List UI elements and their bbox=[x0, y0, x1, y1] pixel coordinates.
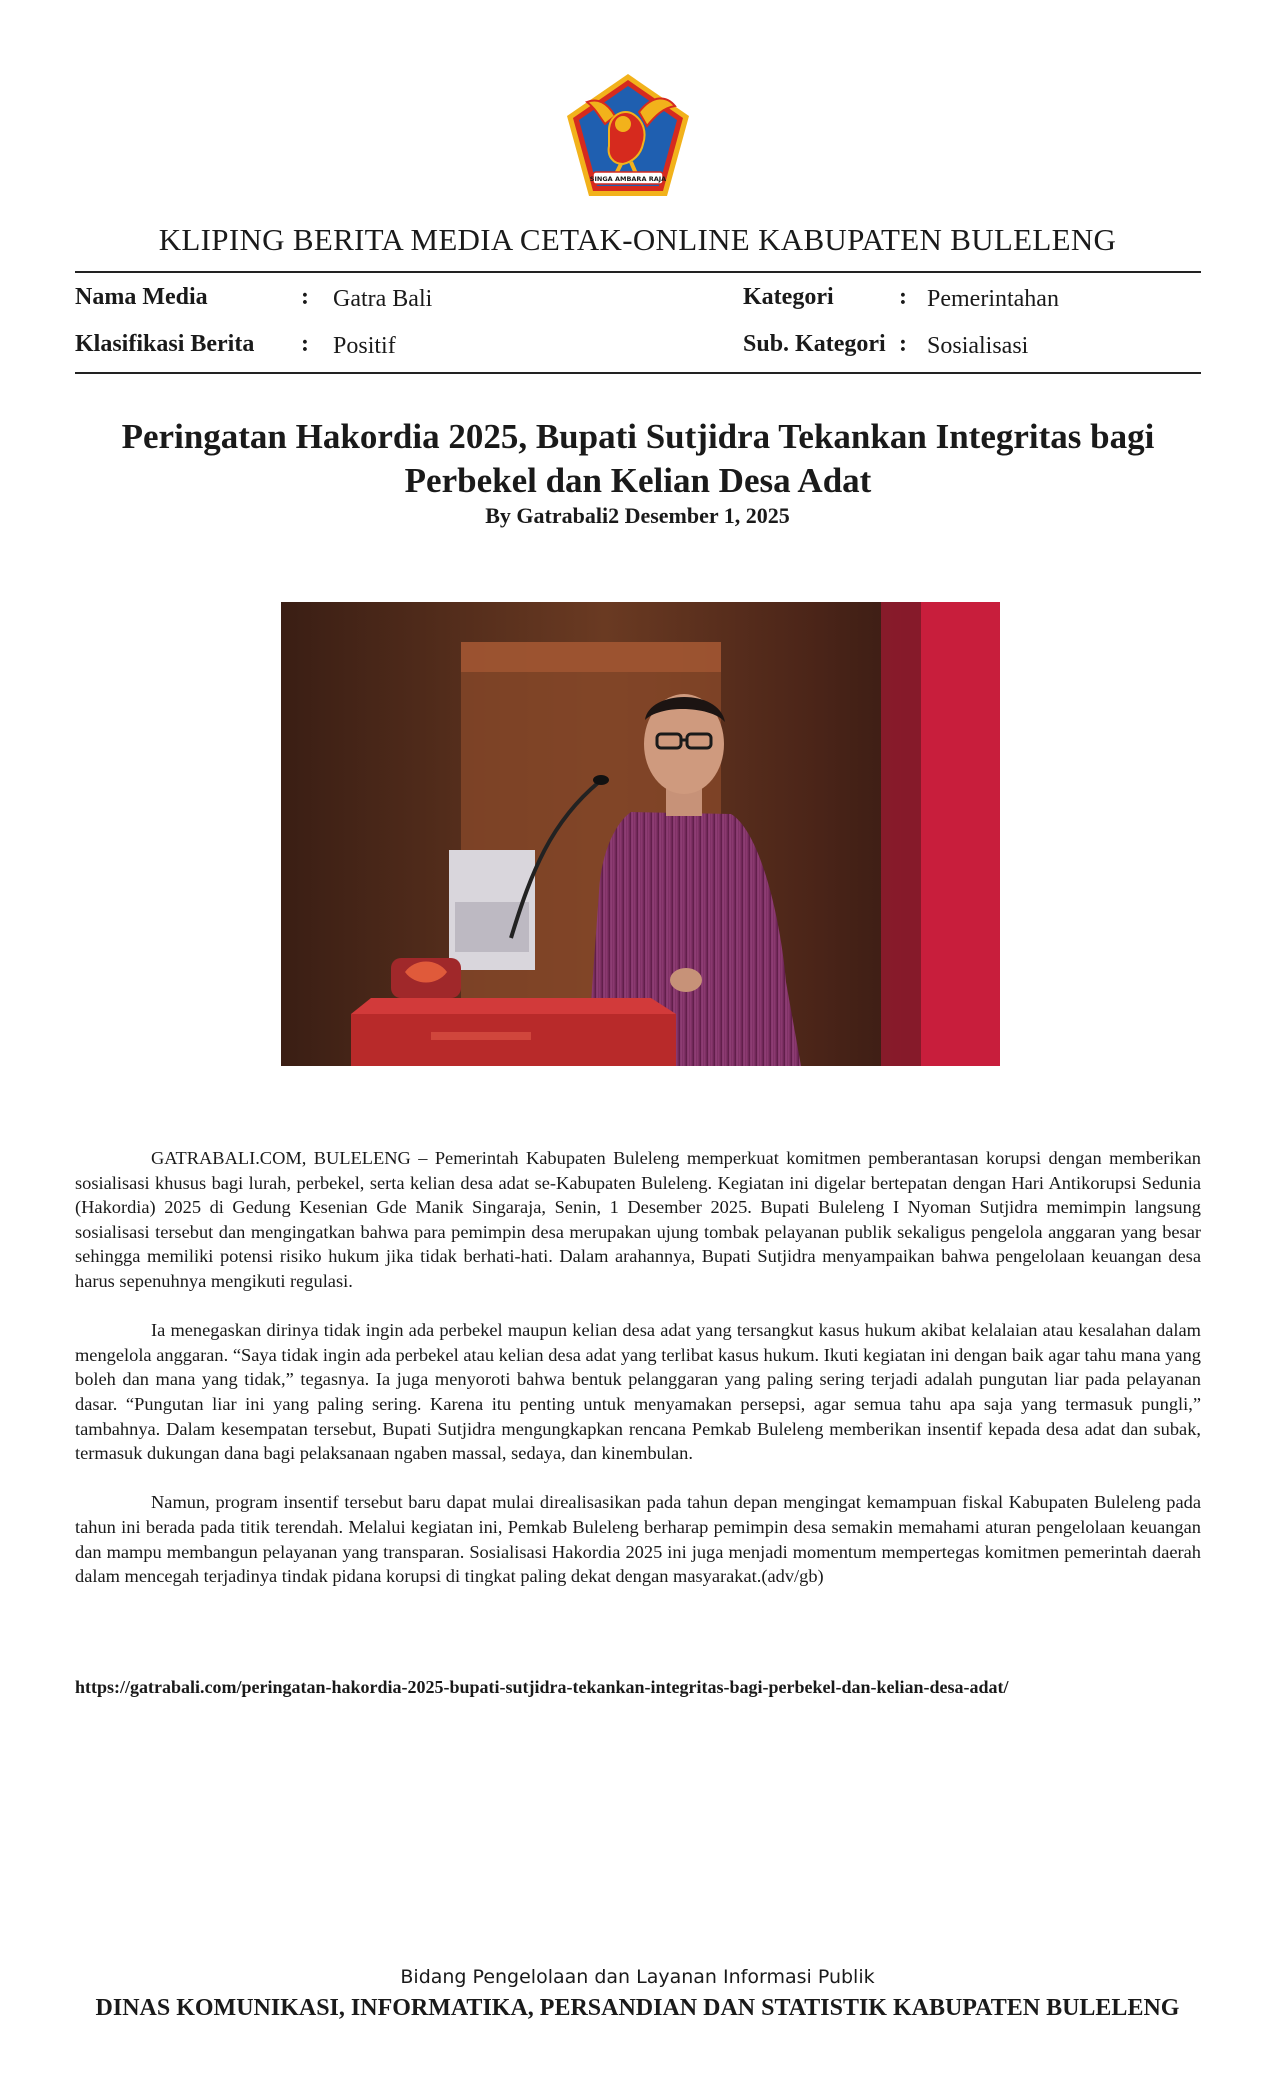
nama-media-value: Gatra Bali bbox=[333, 286, 433, 312]
singa-ambara-raja-icon bbox=[563, 72, 693, 202]
source-url-link[interactable]: https://gatrabali.com/peringatan-hakordia-2025-bupati-sutjidra-tekankan-integritas-bagi-perbekel-dan-kelian-desa-adat/ bbox=[75, 1677, 1009, 1697]
article-paragraph-1: GATRABALI.COM, BULELENG – Pemerintah Kabupaten Buleleng memperkuat komitmen pemberantasan korupsi dengan memberikan sosialisasi khusus bagi lurah, perbekel, serta kelian desa adat se-Kabupaten Buleleng. Kegiatan ini digelar bertepatan dengan Hari Antikorupsi Sedunia (Hakordia) 2025 di Gedung Kesenian Gde Manik Singaraja, Senin, 1 Desember 2025. Bupati Buleleng I Nyoman Sutjidra memimpin langsung sosialisasi tersebut dan mengingatkan bahwa para pemimpin desa merupakan ujung tombak pelayanan publik sekaligus pengelola anggaran yang besar sehingga memiliki potensi risiko hukum jika tidak berhati-hati. Dalam arahannya, Bupati Sutjidra menyampaikan bahwa pengelolaan keuangan desa harus sepenuhnya mengikuti regulasi. bbox=[75, 1148, 1201, 1291]
sub-kategori-colon: : bbox=[899, 331, 907, 357]
nama-media-label: Nama Media bbox=[75, 284, 208, 310]
logo-motto: SINGA AMBARA RAJA bbox=[589, 175, 667, 183]
klasifikasi-berita-value: Positif bbox=[333, 333, 396, 359]
kategori-colon: : bbox=[899, 284, 907, 310]
article-headline: Peringatan Hakordia 2025, Bupati Sutjidra Tekankan Integritas bagi Perbekel dan Kelian Desa Adat bbox=[121, 417, 1155, 500]
article-photo bbox=[281, 602, 1000, 1066]
nama-media-colon: : bbox=[301, 284, 309, 310]
buleleng-emblem-logo bbox=[563, 72, 693, 202]
article-paragraph-3: Namun, program insentif tersebut baru dapat mulai direalisasikan pada tahun depan mengingat kemampuan fiskal Kabupaten Buleleng pada tahun ini berada pada titik terendah. Melalui kegiatan ini, Pemkab Buleleng berharap pemimpin desa semakin memahami aturan pengelolaan keuangan dan mampu membangun pelayanan yang transparan. Sosialisasi Hakordia 2025 ini juga menjadi momentum mempertegas komitmen pemerintah daerah dalam mencegah terjadinya tindak pidana korupsi di tingkat paling dekat dengan masyarakat.(adv/gb) bbox=[75, 1492, 1201, 1587]
article-body bbox=[75, 1146, 1201, 1613]
article-paragraph-2: Ia menegaskan dirinya tidak ingin ada perbekel maupun kelian desa adat yang tersangkut kasus hukum akibat kelalaian atau kesalahan dalam mengelola anggaran. “Saya tidak ingin ada perbekel atau kelian desa adat yang terlibat kasus hukum. Ikuti kegiatan ini dengan baik agar tahu mana yang boleh dan mana yang tidak,” tegasnya. Ia juga menyoroti bahwa bentuk pelanggaran yang paling sering terjadi adalah pungutan liar pada pelayanan dasar. “Pungutan liar ini yang paling sering. Karena itu penting untuk menyamakan persepsi, agar semua tahu apa saja yang termasuk pungli,” tambahnya. Dalam kesempatan tersebut, Bupati Sutjidra mengungkapkan rencana Pemkab Buleleng memberikan insentif kepada desa adat dan subak, termasuk dukungan dana bagi pelaksanaan ngaben massal, sedaya, dan kinembulan. bbox=[75, 1320, 1201, 1464]
sub-kategori-label: Sub. Kategori bbox=[743, 331, 886, 357]
kategori-value: Pemerintahan bbox=[927, 286, 1059, 312]
header-divider-top bbox=[75, 271, 1201, 273]
article-byline: By Gatrabali2 Desember 1, 2025 bbox=[485, 503, 790, 528]
kategori-label: Kategori bbox=[743, 284, 834, 310]
footer-agency-name: DINAS KOMUNIKASI, INFORMATIKA, PERSANDIAN DAN STATISTIK KABUPATEN BULELENG bbox=[95, 1995, 1180, 2021]
footer-unit-name: Bidang Pengelolaan dan Layanan Informasi Publik bbox=[400, 1966, 875, 1988]
document-title: KLIPING BERITA MEDIA CETAK-ONLINE KABUPATEN BULELENG bbox=[158, 222, 1117, 257]
header-divider-bottom bbox=[75, 372, 1201, 374]
sub-kategori-value: Sosialisasi bbox=[927, 333, 1029, 359]
klasifikasi-berita-label: Klasifikasi Berita bbox=[75, 331, 255, 357]
klasifikasi-colon: : bbox=[301, 331, 309, 357]
